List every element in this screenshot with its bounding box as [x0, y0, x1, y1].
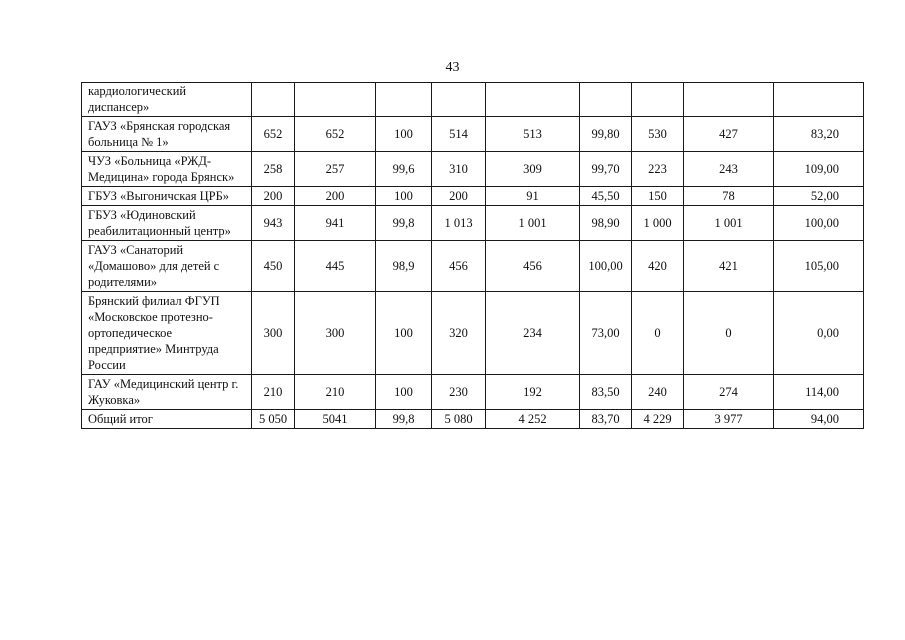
value-cell: 420 — [632, 241, 684, 292]
value-cell: 445 — [295, 241, 376, 292]
facility-name-cell: ГАУ «Медицинский центр г. Жуковка» — [82, 375, 252, 410]
value-cell: 99,80 — [580, 117, 632, 152]
value-cell: 450 — [252, 241, 295, 292]
value-cell: 91 — [486, 187, 580, 206]
value-cell: 83,20 — [774, 117, 864, 152]
value-cell — [295, 83, 376, 117]
value-cell: 5041 — [295, 410, 376, 429]
value-cell: 100 — [376, 117, 432, 152]
value-cell — [252, 83, 295, 117]
value-cell: 100 — [376, 187, 432, 206]
value-cell: 530 — [632, 117, 684, 152]
value-cell: 258 — [252, 152, 295, 187]
facility-name-cell: ЧУЗ «Больница «РЖД-Медицина» города Брянск» — [82, 152, 252, 187]
value-cell: 943 — [252, 206, 295, 241]
value-cell — [432, 83, 486, 117]
value-cell: 99,8 — [376, 206, 432, 241]
value-cell — [580, 83, 632, 117]
value-cell: 1 013 — [432, 206, 486, 241]
value-cell: 73,00 — [580, 292, 632, 375]
table-row — [82, 241, 864, 292]
value-cell: 230 — [432, 375, 486, 410]
value-cell — [632, 83, 684, 117]
value-cell: 234 — [486, 292, 580, 375]
data-table — [81, 82, 864, 429]
value-cell: 0,00 — [774, 292, 864, 375]
value-cell: 210 — [295, 375, 376, 410]
table-row — [82, 152, 864, 187]
value-cell: 200 — [432, 187, 486, 206]
table-row — [82, 83, 864, 117]
table-row — [82, 206, 864, 241]
value-cell: 243 — [684, 152, 774, 187]
value-cell: 210 — [252, 375, 295, 410]
value-cell: 5 080 — [432, 410, 486, 429]
facility-name-cell: ГБУЗ «Выгоничская ЦРБ» — [82, 187, 252, 206]
value-cell: 150 — [632, 187, 684, 206]
value-cell: 456 — [486, 241, 580, 292]
value-cell: 0 — [684, 292, 774, 375]
table-row — [82, 117, 864, 152]
value-cell: 200 — [252, 187, 295, 206]
facility-name-cell: Общий итог — [82, 410, 252, 429]
value-cell: 300 — [295, 292, 376, 375]
value-cell: 4 252 — [486, 410, 580, 429]
value-cell: 652 — [295, 117, 376, 152]
value-cell: 5 050 — [252, 410, 295, 429]
value-cell: 45,50 — [580, 187, 632, 206]
value-cell: 421 — [684, 241, 774, 292]
value-cell: 105,00 — [774, 241, 864, 292]
value-cell: 1 001 — [684, 206, 774, 241]
value-cell: 52,00 — [774, 187, 864, 206]
value-cell: 514 — [432, 117, 486, 152]
value-cell: 274 — [684, 375, 774, 410]
value-cell: 320 — [432, 292, 486, 375]
value-cell: 513 — [486, 117, 580, 152]
value-cell — [376, 83, 432, 117]
facility-name-cell: ГАУЗ «Брянская городская больница № 1» — [82, 117, 252, 152]
facility-name-cell: ГБУЗ «Юдиновский реабилитационный центр» — [82, 206, 252, 241]
value-cell: 3 977 — [684, 410, 774, 429]
facility-name-cell: Брянский филиал ФГУП «Московское протезно-ортопедическое предприятие» Минтруда России — [82, 292, 252, 375]
value-cell: 99,8 — [376, 410, 432, 429]
table-row — [82, 187, 864, 206]
value-cell — [486, 83, 580, 117]
value-cell: 240 — [632, 375, 684, 410]
value-cell: 94,00 — [774, 410, 864, 429]
value-cell: 98,9 — [376, 241, 432, 292]
value-cell: 98,90 — [580, 206, 632, 241]
value-cell: 456 — [432, 241, 486, 292]
value-cell: 300 — [252, 292, 295, 375]
value-cell: 427 — [684, 117, 774, 152]
value-cell: 99,70 — [580, 152, 632, 187]
value-cell: 1 000 — [632, 206, 684, 241]
value-cell: 100 — [376, 292, 432, 375]
value-cell: 109,00 — [774, 152, 864, 187]
value-cell: 1 001 — [486, 206, 580, 241]
value-cell: 100,00 — [580, 241, 632, 292]
value-cell: 192 — [486, 375, 580, 410]
table-row — [82, 292, 864, 375]
value-cell — [774, 83, 864, 117]
value-cell: 223 — [632, 152, 684, 187]
value-cell: 200 — [295, 187, 376, 206]
value-cell: 100 — [376, 375, 432, 410]
value-cell: 310 — [432, 152, 486, 187]
value-cell: 100,00 — [774, 206, 864, 241]
facility-name-cell: кардиологический диспансер» — [82, 83, 252, 117]
value-cell: 257 — [295, 152, 376, 187]
value-cell: 99,6 — [376, 152, 432, 187]
value-cell: 652 — [252, 117, 295, 152]
table-row — [82, 410, 864, 429]
value-cell: 309 — [486, 152, 580, 187]
value-cell: 83,70 — [580, 410, 632, 429]
facility-name-cell: ГАУЗ «Санаторий «Домашово» для детей с родителями» — [82, 241, 252, 292]
value-cell: 0 — [632, 292, 684, 375]
value-cell: 114,00 — [774, 375, 864, 410]
value-cell — [684, 83, 774, 117]
value-cell: 4 229 — [632, 410, 684, 429]
value-cell: 941 — [295, 206, 376, 241]
value-cell: 78 — [684, 187, 774, 206]
page-number: 43 — [445, 60, 460, 75]
table-row — [82, 375, 864, 410]
value-cell: 83,50 — [580, 375, 632, 410]
